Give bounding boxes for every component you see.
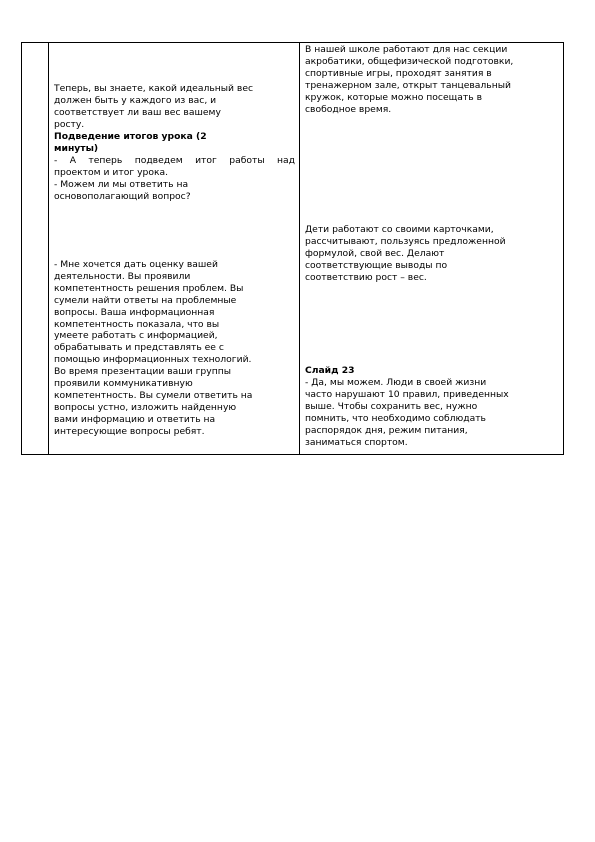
text-line: умеете работать с информацией, [54,330,218,342]
student-activity-cell [300,43,564,455]
summary-heading [54,131,295,155]
text-line: Во время презентации ваши группы [54,366,231,378]
answer-paragraph [305,377,559,448]
table-row [22,43,564,455]
text-line: интересующие вопросы ребят. [54,425,205,437]
text-line: вопросы устно, изложить найденную [54,401,237,413]
text-line: проектом и итог урока. [54,166,169,178]
text-line: помнить, что необходимо соблюдать [305,412,486,424]
text-line: акробатики, общефизической подготовки, [305,55,514,67]
text-line: компетентность решения проблем. Вы [54,282,244,294]
text-line: распорядок дня, режим питания, [305,424,468,436]
assessment-paragraph [54,259,295,438]
text-line: обрабатывать и представлять ее с [54,342,224,354]
slide-label: Слайд 23 [305,365,355,376]
intro-paragraph [54,83,295,131]
text-line: кружок, которые можно посещать в [305,91,483,103]
text-line: заниматься спортом. [305,436,408,448]
text-line: сумели найти ответы на проблемные [54,294,237,306]
cards-paragraph [305,224,559,284]
text-line: свободное время. [305,103,392,115]
text-line: помощью информационных технологий. [54,354,252,366]
summary-paragraph [54,155,295,203]
text-line: компетентность. Вы сумели ответить на [54,389,253,401]
text-line: компетентность показала, что вы [54,318,220,330]
text-line: соответствующие выводы по [305,259,448,271]
text-line: деятельности. Вы проявили [54,270,191,282]
text-line: Дети работают со своими карточками, [305,224,494,235]
text-line: В нашей школе работают для нас секции [305,44,508,55]
text-line: Теперь, вы знаете, какой идеальный вес [54,83,254,94]
text-line: - Мне хочется дать оценку вашей [54,259,218,270]
text-line: росту. [54,118,85,130]
text-line: проявили коммуникативную [54,378,193,390]
sections-paragraph [305,44,559,115]
text-line: - Да, мы можем. Люди в своей жизни [305,377,487,388]
text-line: Подведение итогов урока (2 [54,131,207,142]
text-line: - А теперь подведем итог работы над [54,155,295,166]
text-line: выше. Чтобы сохранить вес, нужно [305,400,478,412]
text-line: основополагающий вопрос? [54,190,191,202]
text-line: спортивные игры, проходят занятия в [305,67,492,79]
text-line: формулой, свой вес. Делают [305,247,445,259]
teacher-activity-cell [49,43,300,455]
text-line: соответствию рост – вес. [305,271,427,283]
text-line: соответствует ли ваш вес вашему [54,106,221,118]
text-line: должен быть у каждого из вас, и [54,94,217,106]
text-line: вопросы. Ваша информационная [54,306,215,318]
text-line: тренажерном зале, открыт танцевальный [305,79,511,91]
text-line: рассчитывают, пользуясь предложенной [305,235,506,247]
text-line: минуты) [54,142,99,154]
lesson-table [21,42,564,455]
text-line: - Можем ли мы ответить на [54,178,189,190]
text-line: вами информацию и ответить на [54,413,216,425]
number-cell [22,43,49,455]
text-line: часто нарушают 10 правил, приведенных [305,388,509,400]
